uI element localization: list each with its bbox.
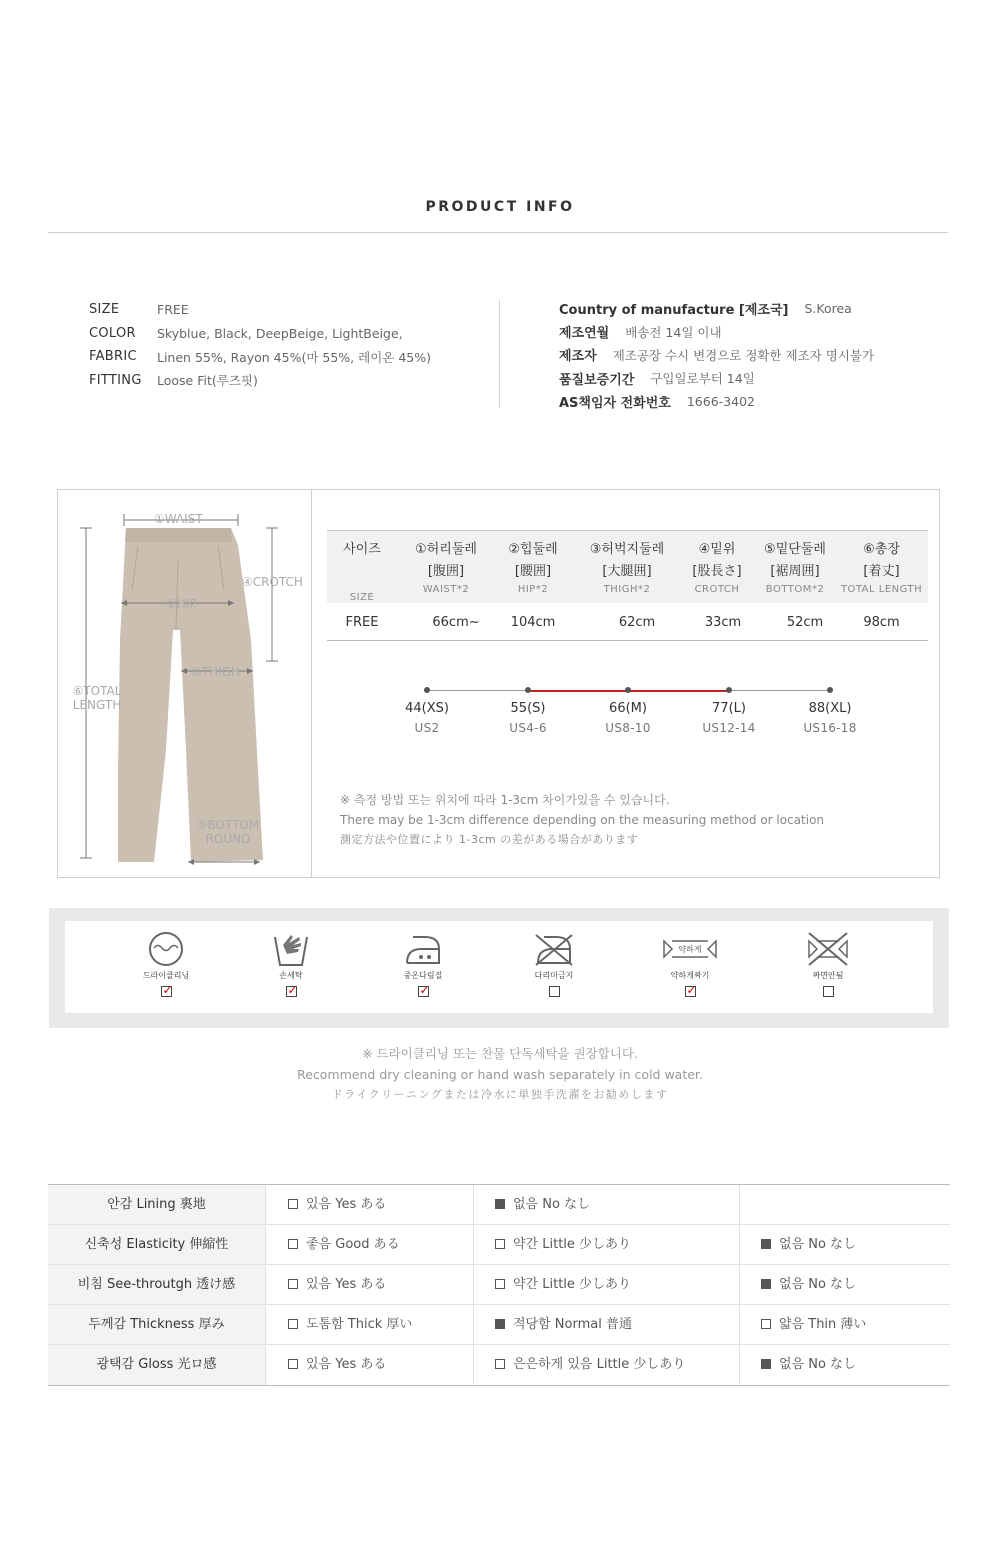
no-iron-icon bbox=[532, 931, 576, 967]
info-value: 구입일로부터 14일 bbox=[650, 371, 755, 387]
info-value: Loose Fit(루즈핏) bbox=[157, 373, 258, 389]
feature-option[interactable] bbox=[739, 1305, 950, 1344]
table-row bbox=[48, 1345, 950, 1385]
care-checkbox[interactable] bbox=[549, 986, 560, 997]
option-checkbox[interactable] bbox=[761, 1359, 771, 1369]
info-row bbox=[559, 297, 979, 320]
header-en: TOTAL LENGTH bbox=[840, 584, 923, 595]
scale-us-size: US12-14 bbox=[702, 721, 756, 735]
option-checkbox[interactable] bbox=[495, 1199, 505, 1209]
header-ko: ⑤밑단둘레 bbox=[764, 542, 826, 557]
info-row bbox=[559, 390, 979, 413]
table-row bbox=[48, 1225, 950, 1265]
page-title: PRODUCT INFO bbox=[425, 199, 575, 215]
option-text: 약간 Little 少しあり bbox=[513, 1237, 632, 1252]
care-panel bbox=[65, 921, 933, 1013]
header-ko2: [大腿囲] bbox=[602, 564, 652, 579]
size-table bbox=[327, 530, 928, 641]
option-text: 있음 Yes ある bbox=[306, 1357, 387, 1372]
care-label: 드라이클리닝 bbox=[142, 971, 190, 980]
scale-dot bbox=[726, 687, 732, 693]
header-ko2: [着丈] bbox=[863, 564, 900, 579]
table-row bbox=[48, 1305, 950, 1345]
care-checkbox[interactable] bbox=[286, 983, 298, 997]
care-note-en: Recommend dry cleaning or hand wash separately in cold water. bbox=[297, 1066, 703, 1082]
option-text: 약간 Little 少しあり bbox=[513, 1277, 632, 1292]
product-info-right bbox=[559, 297, 979, 413]
option-checkbox[interactable] bbox=[761, 1279, 771, 1289]
info-divider bbox=[499, 300, 500, 408]
header-en: HIP*2 bbox=[517, 584, 549, 595]
info-row bbox=[559, 343, 979, 366]
info-label: 품질보증기간 bbox=[559, 372, 635, 388]
hand-wash-icon bbox=[271, 931, 311, 967]
info-value: Linen 55%, Rayon 45%(마 55%, 레이온 45%) bbox=[157, 349, 431, 365]
scale-size: 66(M) bbox=[609, 701, 647, 716]
option-text: 없음 No なし bbox=[779, 1237, 857, 1252]
care-label: 다리미금지 bbox=[534, 971, 574, 980]
feature-option[interactable] bbox=[473, 1265, 739, 1304]
table-cell: 62cm bbox=[618, 615, 656, 630]
info-row bbox=[89, 322, 489, 346]
info-label: SIZE bbox=[89, 302, 120, 318]
header-ko: ①허리둘레 bbox=[415, 542, 477, 557]
care-instructions bbox=[49, 908, 949, 1028]
header-en: THIGH*2 bbox=[603, 584, 651, 595]
title-divider bbox=[48, 232, 948, 233]
waist-label: ①WAIST bbox=[154, 512, 203, 526]
table-cell: 98cm bbox=[863, 615, 900, 630]
feature-option[interactable] bbox=[473, 1305, 739, 1344]
info-row bbox=[89, 369, 489, 393]
total-length-line-2: LENGTH bbox=[72, 698, 122, 712]
header-ko2: [股長さ] bbox=[692, 564, 742, 579]
size-guide bbox=[57, 489, 940, 878]
care-checkbox[interactable] bbox=[418, 983, 430, 997]
table-row bbox=[327, 603, 928, 641]
care-label: 짜면안됨 bbox=[812, 971, 844, 980]
dry-clean-icon bbox=[146, 931, 186, 967]
pants-diagram bbox=[58, 490, 311, 877]
info-value: FREE bbox=[157, 302, 189, 318]
info-row bbox=[559, 367, 979, 390]
option-checkbox[interactable] bbox=[495, 1239, 505, 1249]
table-cell: 104cm bbox=[510, 615, 556, 630]
gentle-wring-icon bbox=[660, 931, 720, 967]
info-row bbox=[559, 320, 979, 343]
header-en: BOTTOM*2 bbox=[765, 584, 825, 595]
check-mark-icon: ✓ bbox=[419, 983, 430, 997]
info-value: 배송전 14일 이내 bbox=[625, 324, 722, 340]
option-text: 있음 Yes ある bbox=[306, 1197, 387, 1212]
table-cell: FREE bbox=[345, 615, 379, 630]
measure-note-ko: ※ 측정 방법 또는 위치에 따라 1-3cm 차이가있을 수 있습니다. bbox=[340, 793, 670, 807]
header-ko: 사이즈 bbox=[343, 542, 381, 557]
bottom-round-line-1: ⑤BOTTOM bbox=[196, 818, 260, 832]
scale-size: 55(S) bbox=[510, 701, 546, 716]
care-checkbox[interactable] bbox=[685, 983, 697, 997]
option-text: 없음 No なし bbox=[779, 1277, 857, 1292]
care-label: 약하게짜기 bbox=[670, 971, 710, 980]
size-table-header bbox=[327, 530, 928, 603]
option-checkbox[interactable] bbox=[288, 1279, 298, 1289]
iron-medium-icon bbox=[401, 931, 445, 967]
info-label: FABRIC bbox=[89, 349, 137, 365]
option-checkbox[interactable] bbox=[761, 1239, 771, 1249]
option-text: 있음 Yes ある bbox=[306, 1277, 387, 1292]
header-ko: ⑥총장 bbox=[863, 542, 900, 557]
care-checkbox[interactable] bbox=[161, 983, 173, 997]
feature-label: 안감 Lining 裏地 bbox=[48, 1185, 265, 1224]
no-wring-icon bbox=[803, 931, 853, 967]
gentle-wring-mark: 약하게 bbox=[678, 945, 702, 954]
header-size bbox=[327, 531, 397, 603]
info-label: Country of manufacture [제조국] bbox=[559, 303, 789, 319]
info-label: 제조자 bbox=[559, 349, 597, 365]
option-checkbox[interactable] bbox=[761, 1319, 771, 1329]
option-text: 없음 No なし bbox=[513, 1197, 591, 1212]
feature-option-empty bbox=[739, 1185, 950, 1224]
feature-option[interactable] bbox=[739, 1345, 950, 1385]
feature-option[interactable] bbox=[473, 1185, 739, 1224]
scale-us-size: US8-10 bbox=[605, 721, 651, 735]
option-text: 도톰함 Thick 厚い bbox=[306, 1317, 413, 1332]
feature-label: 비침 See-throutgh 透け感 bbox=[48, 1265, 265, 1304]
info-value: 1666-3402 bbox=[686, 393, 755, 409]
feature-option[interactable] bbox=[265, 1345, 473, 1385]
feature-option[interactable] bbox=[265, 1305, 473, 1344]
feature-label: 신축성 Elasticity 伸縮性 bbox=[48, 1225, 265, 1264]
feature-option[interactable] bbox=[739, 1225, 950, 1264]
care-note bbox=[0, 1044, 1000, 1106]
header-thigh bbox=[579, 531, 675, 595]
header-ko2: [腰囲] bbox=[514, 564, 552, 579]
care-item bbox=[378, 931, 468, 1001]
measure-note-en: There may be 1-3cm difference depending on the measuring method or location bbox=[340, 813, 825, 827]
option-checkbox[interactable] bbox=[495, 1359, 505, 1369]
header-hip bbox=[495, 531, 571, 595]
option-checkbox[interactable] bbox=[288, 1319, 298, 1329]
table-cell: 66cm~ bbox=[432, 615, 480, 630]
info-label: COLOR bbox=[89, 325, 136, 341]
scale-us-size: US16-18 bbox=[803, 721, 857, 735]
bottom-round-label bbox=[192, 818, 264, 846]
header-bottom bbox=[755, 531, 835, 595]
crotch-label: ④CROTCH bbox=[242, 575, 303, 589]
feature-option[interactable] bbox=[473, 1225, 739, 1264]
total-length-label bbox=[70, 684, 124, 712]
header-ko: ②힙둘레 bbox=[508, 542, 558, 557]
feature-option[interactable] bbox=[473, 1345, 739, 1385]
header-ko: ④밑위 bbox=[698, 542, 736, 557]
scale-size: 44(XS) bbox=[405, 701, 449, 716]
header-ko2: [腹囲] bbox=[427, 564, 465, 579]
scale-us-size: US4-6 bbox=[509, 721, 547, 735]
option-text: 얇음 Thin 薄い bbox=[779, 1317, 867, 1332]
header-ko: ③허벅지둘레 bbox=[589, 542, 665, 557]
check-mark-icon: ✓ bbox=[686, 983, 697, 997]
info-value: Skyblue, Black, DeepBeige, LightBeige, bbox=[157, 325, 403, 341]
option-text: 적당함 Normal 普通 bbox=[513, 1317, 632, 1332]
info-value: 제조공장 수시 변경으로 정확한 제조자 명시불가 bbox=[612, 347, 875, 363]
info-row bbox=[89, 345, 489, 369]
hip-label: ②HIP bbox=[166, 597, 197, 611]
measure-note-jp: 測定方法や位置により 1-3cm の差がある場合があります bbox=[340, 833, 639, 846]
scale-us-size: US2 bbox=[414, 721, 440, 735]
feature-option[interactable] bbox=[265, 1225, 473, 1264]
size-scale bbox=[405, 680, 857, 740]
bottom-round-line-2: ROUND bbox=[205, 832, 251, 846]
scale-dot bbox=[525, 687, 531, 693]
feature-option[interactable] bbox=[265, 1265, 473, 1304]
check-mark-icon: ✓ bbox=[162, 983, 173, 997]
header-ko2: [裾周囲] bbox=[770, 564, 820, 579]
info-label: 제조연월 bbox=[559, 326, 610, 342]
measure-note bbox=[340, 790, 930, 850]
option-text: 없음 No なし bbox=[779, 1357, 857, 1372]
header-total-length bbox=[835, 531, 928, 595]
scale-dot bbox=[625, 687, 631, 693]
header-en: WAIST*2 bbox=[422, 584, 470, 595]
product-info-left bbox=[89, 298, 489, 392]
total-length-line-1: ⑥TOTAL bbox=[72, 684, 122, 698]
option-checkbox[interactable] bbox=[288, 1199, 298, 1209]
header-ko2 bbox=[327, 569, 397, 591]
care-label: 중온다림질 bbox=[403, 971, 443, 980]
table-row bbox=[48, 1185, 950, 1225]
info-label: FITTING bbox=[89, 372, 142, 388]
care-checkbox[interactable] bbox=[823, 986, 834, 997]
header-waist bbox=[403, 531, 489, 595]
thigh-label: ③THIGH bbox=[191, 665, 240, 679]
table-cell: 33cm bbox=[704, 615, 742, 630]
scale-dot bbox=[827, 687, 833, 693]
care-item bbox=[246, 931, 336, 1001]
care-item bbox=[783, 931, 873, 1001]
scale-dot bbox=[424, 687, 430, 693]
option-text: 좋음 Good ある bbox=[306, 1237, 400, 1252]
info-row bbox=[89, 298, 489, 322]
feature-option[interactable] bbox=[739, 1265, 950, 1304]
table-row bbox=[48, 1265, 950, 1305]
care-note-ko: ※ 드라이클리닝 또는 찬물 단독세탁을 권장합니다. bbox=[362, 1046, 638, 1061]
option-checkbox[interactable] bbox=[495, 1279, 505, 1289]
info-value: S.Korea bbox=[804, 301, 852, 317]
care-item bbox=[121, 931, 211, 1001]
care-item bbox=[509, 931, 599, 1001]
fabric-feature-table bbox=[48, 1184, 950, 1386]
header-en: CROTCH bbox=[694, 584, 740, 595]
option-checkbox[interactable] bbox=[288, 1239, 298, 1249]
feature-label: 두께감 Thickness 厚み bbox=[48, 1305, 265, 1344]
option-checkbox[interactable] bbox=[288, 1359, 298, 1369]
check-mark-icon: ✓ bbox=[287, 983, 298, 997]
feature-label: 광택감 Gloss 光ロ感 bbox=[48, 1345, 265, 1385]
table-cell: 52cm bbox=[786, 615, 824, 630]
header-crotch bbox=[679, 531, 755, 595]
size-guide-divider bbox=[311, 490, 312, 877]
info-label: AS책임자 전화번호 bbox=[559, 395, 671, 411]
care-note-jp: ドライクリーニングまたは冷水に単独手洗濯をお勧めします bbox=[331, 1088, 669, 1101]
scale-size: 88(XL) bbox=[808, 701, 852, 716]
option-checkbox[interactable] bbox=[495, 1319, 505, 1329]
option-text: 은은하게 있음 Little 少しあり bbox=[513, 1357, 686, 1372]
care-item bbox=[645, 931, 735, 1001]
care-label: 손세탁 bbox=[279, 971, 303, 980]
feature-option[interactable] bbox=[265, 1185, 473, 1224]
scale-size: 77(L) bbox=[712, 701, 746, 716]
header-en: SIZE bbox=[349, 592, 375, 603]
